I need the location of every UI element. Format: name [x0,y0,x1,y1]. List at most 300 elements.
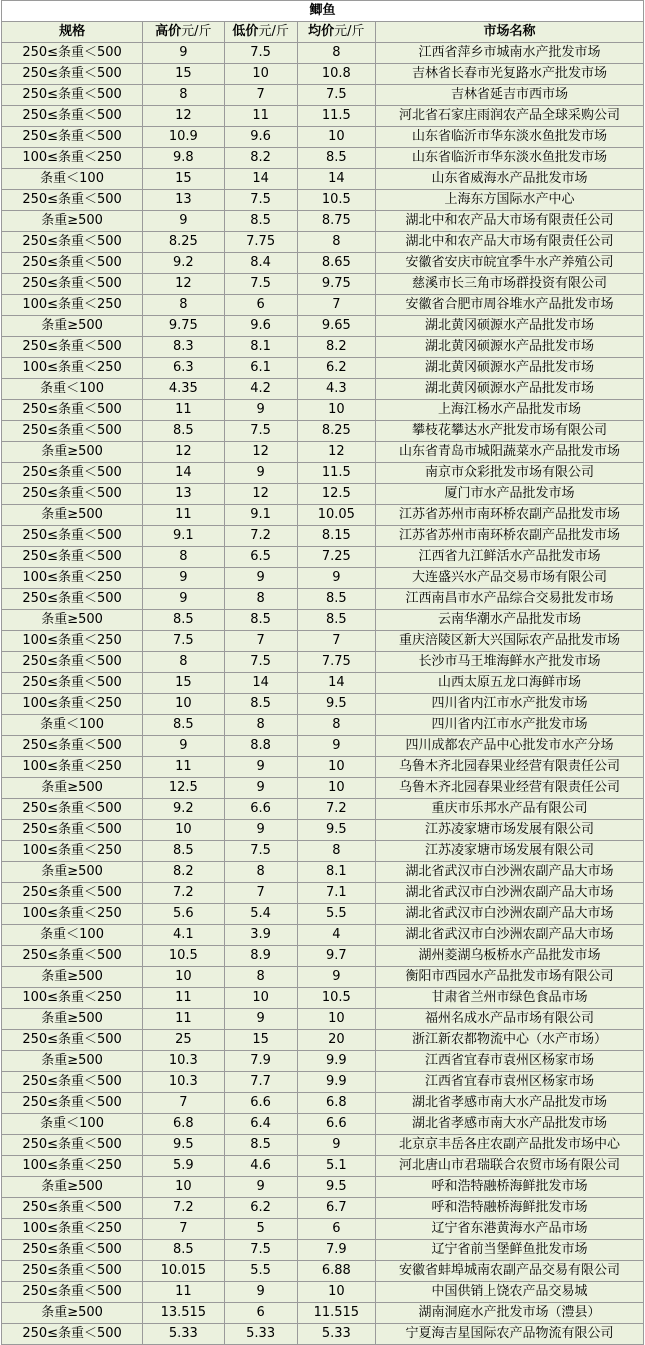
cell-market: 江苏省苏州市南环桥农副产品批发市场 [376,505,644,526]
table-row [2,1156,644,1177]
cell-high-price: 8.5 [143,1240,224,1261]
cell-spec: 250≤条重＜500 [2,1072,143,1093]
cell-low-price: 9.1 [224,505,297,526]
cell-market: 江西省宜春市袁州区杨家市场 [376,1072,644,1093]
table-row [2,736,644,757]
cell-avg-price: 12 [297,442,375,463]
cell-spec: 100≤条重＜250 [2,841,143,862]
cell-market: 重庆市乐邦水产品有限公司 [376,799,644,820]
cell-avg-price: 6.88 [297,1261,375,1282]
table-row [2,526,644,547]
cell-low-price: 6.5 [224,547,297,568]
cell-low-price: 12 [224,484,297,505]
cell-high-price: 13 [143,190,224,211]
cell-avg-price: 8.5 [297,589,375,610]
cell-avg-price: 14 [297,673,375,694]
cell-spec: 条重≥500 [2,505,143,526]
cell-high-price: 25 [143,1030,224,1051]
cell-market: 重庆涪陵区新大兴国际农产品批发市场 [376,631,644,652]
table-row [2,337,644,358]
table-row [2,1114,644,1135]
cell-avg-price: 7.75 [297,652,375,673]
cell-avg-price: 10.5 [297,190,375,211]
table-row [2,799,644,820]
cell-low-price: 9 [224,1009,297,1030]
cell-market: 安徽省合肥市周谷堆水产品批发市场 [376,295,644,316]
table-row [2,1240,644,1261]
cell-market: 吉林省延吉市西市场 [376,85,644,106]
cell-spec: 100≤条重＜250 [2,694,143,715]
cell-avg-price: 14 [297,169,375,190]
cell-high-price: 10 [143,694,224,715]
cell-spec: 250≤条重＜500 [2,1198,143,1219]
cell-avg-price: 5.33 [297,1324,375,1345]
price-table [1,0,644,1345]
cell-high-price: 9.1 [143,526,224,547]
cell-low-price: 10 [224,64,297,85]
cell-market: 湖北黄冈硕源水产品批发市场 [376,316,644,337]
table-row [2,316,644,337]
table-row [2,274,644,295]
cell-avg-price: 9.5 [297,820,375,841]
cell-avg-price: 4.3 [297,379,375,400]
cell-high-price: 10.3 [143,1051,224,1072]
table-row [2,925,644,946]
cell-spec: 250≤条重＜500 [2,127,143,148]
cell-high-price: 14 [143,463,224,484]
table-row [2,232,644,253]
cell-high-price: 15 [143,169,224,190]
cell-avg-price: 8.15 [297,526,375,547]
cell-market: 湖北中和农产品大市场有限责任公司 [376,232,644,253]
cell-market: 辽宁省东港黄海水产品市场 [376,1219,644,1240]
cell-market: 湖北省武汉市白沙洲农副产品大市场 [376,925,644,946]
cell-spec: 250≤条重＜500 [2,547,143,568]
col-header-low-unit: 元/斤 [258,24,289,39]
cell-high-price: 8.5 [143,610,224,631]
cell-high-price: 9.2 [143,253,224,274]
cell-avg-price: 8.65 [297,253,375,274]
title-row [2,1,644,22]
cell-high-price: 7 [143,1093,224,1114]
table-row [2,568,644,589]
cell-low-price: 8.1 [224,337,297,358]
cell-avg-price: 6.6 [297,1114,375,1135]
cell-high-price: 12 [143,442,224,463]
cell-low-price: 7.5 [224,841,297,862]
cell-low-price: 10 [224,988,297,1009]
cell-high-price: 7.2 [143,1198,224,1219]
cell-market: 四川省内江市水产批发市场 [376,715,644,736]
cell-avg-price: 9 [297,967,375,988]
table-body [2,43,644,1345]
cell-avg-price: 9 [297,736,375,757]
cell-market: 江苏凌家塘市场发展有限公司 [376,841,644,862]
cell-high-price: 10.3 [143,1072,224,1093]
cell-low-price: 3.9 [224,925,297,946]
col-header-avg-unit: 元/斤 [334,24,365,39]
cell-spec: 250≤条重＜500 [2,652,143,673]
cell-spec: 250≤条重＜500 [2,484,143,505]
table-row [2,1072,644,1093]
table-row [2,1282,644,1303]
cell-low-price: 12 [224,442,297,463]
cell-low-price: 7.5 [224,274,297,295]
table-row [2,1030,644,1051]
cell-high-price: 9 [143,211,224,232]
cell-low-price: 8.5 [224,1135,297,1156]
cell-low-price: 7.2 [224,526,297,547]
cell-avg-price: 8.5 [297,610,375,631]
cell-market: 江西省宜春市袁州区杨家市场 [376,1051,644,1072]
cell-avg-price: 5.1 [297,1156,375,1177]
cell-low-price: 8.5 [224,211,297,232]
cell-high-price: 9.2 [143,799,224,820]
cell-market: 浙江新农都物流中心（水产市场） [376,1030,644,1051]
cell-market: 湖北中和农产品大市场有限责任公司 [376,211,644,232]
cell-low-price: 7.5 [224,190,297,211]
cell-market: 呼和浩特融桥海鲜批发市场 [376,1177,644,1198]
cell-high-price: 8 [143,295,224,316]
cell-avg-price: 11.515 [297,1303,375,1324]
table-row [2,946,644,967]
cell-avg-price: 7.25 [297,547,375,568]
cell-spec: 100≤条重＜250 [2,148,143,169]
cell-low-price: 8 [224,715,297,736]
table-row [2,442,644,463]
cell-spec: 100≤条重＜250 [2,568,143,589]
cell-spec: 100≤条重＜250 [2,904,143,925]
cell-high-price: 6.3 [143,358,224,379]
cell-market: 湖北省武汉市白沙洲农副产品大市场 [376,904,644,925]
cell-avg-price: 8 [297,43,375,64]
table-row [2,1261,644,1282]
table-row [2,211,644,232]
cell-avg-price: 6 [297,1219,375,1240]
cell-avg-price: 20 [297,1030,375,1051]
cell-spec: 250≤条重＜500 [2,421,143,442]
cell-low-price: 14 [224,673,297,694]
table-row [2,253,644,274]
table-row [2,1198,644,1219]
cell-low-price: 6 [224,1303,297,1324]
cell-low-price: 5.4 [224,904,297,925]
cell-spec: 250≤条重＜500 [2,946,143,967]
cell-low-price: 7 [224,85,297,106]
col-header-low [224,22,297,43]
cell-high-price: 7 [143,1219,224,1240]
cell-high-price: 11 [143,988,224,1009]
cell-low-price: 9 [224,463,297,484]
cell-spec: 条重≥500 [2,1177,143,1198]
cell-spec: 250≤条重＜500 [2,232,143,253]
cell-spec: 条重≥500 [2,1051,143,1072]
cell-avg-price: 8.25 [297,421,375,442]
cell-avg-price: 6.2 [297,358,375,379]
cell-avg-price: 10 [297,757,375,778]
cell-avg-price: 6.7 [297,1198,375,1219]
cell-spec: 条重＜100 [2,379,143,400]
cell-high-price: 9 [143,43,224,64]
cell-avg-price: 4 [297,925,375,946]
cell-avg-price: 9.7 [297,946,375,967]
table-row [2,757,644,778]
cell-market: 山东省临沂市华东淡水鱼批发市场 [376,148,644,169]
cell-spec: 250≤条重＜500 [2,463,143,484]
cell-spec: 条重≥500 [2,442,143,463]
table-row [2,1324,644,1345]
cell-low-price: 7.75 [224,232,297,253]
cell-spec: 250≤条重＜500 [2,1282,143,1303]
cell-spec: 250≤条重＜500 [2,526,143,547]
table-row [2,694,644,715]
cell-low-price: 8.9 [224,946,297,967]
cell-avg-price: 11.5 [297,106,375,127]
cell-high-price: 6.8 [143,1114,224,1135]
cell-high-price: 8 [143,547,224,568]
cell-avg-price: 7 [297,631,375,652]
cell-low-price: 9 [224,1177,297,1198]
cell-high-price: 8.3 [143,337,224,358]
cell-market: 衡阳市西园水产品批发市场有限公司 [376,967,644,988]
cell-avg-price: 6.8 [297,1093,375,1114]
cell-high-price: 12 [143,106,224,127]
header-row [2,22,644,43]
cell-high-price: 11 [143,757,224,778]
cell-avg-price: 10 [297,1009,375,1030]
cell-avg-price: 9 [297,1135,375,1156]
col-header-market: 市场名称 [376,22,644,43]
table-row [2,988,644,1009]
table-row [2,1093,644,1114]
cell-low-price: 9.6 [224,316,297,337]
table-row [2,400,644,421]
cell-low-price: 8.5 [224,610,297,631]
cell-spec: 250≤条重＜500 [2,337,143,358]
cell-spec: 250≤条重＜500 [2,1030,143,1051]
cell-high-price: 13 [143,484,224,505]
table-row [2,64,644,85]
cell-market: 湖北省武汉市白沙洲农副产品大市场 [376,862,644,883]
cell-spec: 条重≥500 [2,211,143,232]
cell-high-price: 9.8 [143,148,224,169]
cell-market: 江西省九江鲜活水产品批发市场 [376,547,644,568]
cell-spec: 250≤条重＜500 [2,85,143,106]
cell-high-price: 9.5 [143,1135,224,1156]
cell-high-price: 12 [143,274,224,295]
cell-avg-price: 9.75 [297,274,375,295]
cell-spec: 250≤条重＜500 [2,253,143,274]
table-row [2,631,644,652]
cell-market: 辽宁省前当堡鲜鱼批发市场 [376,1240,644,1261]
cell-market: 山东省青岛市城阳蔬菜水产品批发市场 [376,442,644,463]
cell-spec: 100≤条重＜250 [2,1156,143,1177]
cell-avg-price: 9.9 [297,1072,375,1093]
cell-spec: 250≤条重＜500 [2,820,143,841]
cell-spec: 100≤条重＜250 [2,358,143,379]
table-row [2,673,644,694]
cell-low-price: 7.5 [224,421,297,442]
cell-spec: 250≤条重＜500 [2,400,143,421]
cell-low-price: 7 [224,883,297,904]
table-row [2,85,644,106]
cell-market: 攀枝花攀达水产批发市场有限公司 [376,421,644,442]
table-row [2,484,644,505]
cell-market: 乌鲁木齐北园春果业经营有限责任公司 [376,757,644,778]
col-header-high-unit: 元/斤 [181,24,212,39]
cell-avg-price: 9.5 [297,1177,375,1198]
cell-avg-price: 12.5 [297,484,375,505]
cell-market: 江苏凌家塘市场发展有限公司 [376,820,644,841]
table-row [2,883,644,904]
cell-spec: 条重≥500 [2,778,143,799]
cell-spec: 250≤条重＜500 [2,1135,143,1156]
cell-market: 乌鲁木齐北园春果业经营有限责任公司 [376,778,644,799]
cell-spec: 250≤条重＜500 [2,883,143,904]
table-row [2,841,644,862]
cell-spec: 条重≥500 [2,1009,143,1030]
table-row [2,421,644,442]
cell-high-price: 10.5 [143,946,224,967]
cell-low-price: 6.4 [224,1114,297,1135]
cell-high-price: 11 [143,505,224,526]
cell-low-price: 5.5 [224,1261,297,1282]
cell-avg-price: 9.9 [297,1051,375,1072]
cell-high-price: 4.35 [143,379,224,400]
cell-spec: 250≤条重＜500 [2,736,143,757]
cell-avg-price: 10 [297,127,375,148]
cell-high-price: 10 [143,1177,224,1198]
cell-low-price: 6.1 [224,358,297,379]
cell-market: 湖北黄冈硕源水产品批发市场 [376,379,644,400]
table-row [2,1303,644,1324]
cell-market: 江西南昌市水产品综合交易批发市场 [376,589,644,610]
cell-high-price: 7.2 [143,883,224,904]
cell-market: 河北唐山市君瑞联合农贸市场有限公司 [376,1156,644,1177]
cell-spec: 250≤条重＜500 [2,43,143,64]
cell-low-price: 7 [224,631,297,652]
cell-market: 四川省内江市水产批发市场 [376,694,644,715]
cell-spec: 100≤条重＜250 [2,1219,143,1240]
table-row [2,43,644,64]
cell-low-price: 9 [224,778,297,799]
cell-avg-price: 8.2 [297,337,375,358]
table-title: 鲫鱼 [2,1,644,22]
cell-low-price: 5 [224,1219,297,1240]
table-row [2,1219,644,1240]
cell-high-price: 10.9 [143,127,224,148]
table-row [2,547,644,568]
cell-high-price: 8 [143,652,224,673]
cell-high-price: 8.25 [143,232,224,253]
cell-avg-price: 10.8 [297,64,375,85]
cell-market: 北京京丰岳各庄农副产品批发市场中心 [376,1135,644,1156]
cell-market: 中国供销上饶农产品交易城 [376,1282,644,1303]
cell-low-price: 6.2 [224,1198,297,1219]
col-header-high [143,22,224,43]
cell-low-price: 8.2 [224,148,297,169]
cell-market: 江西省萍乡市城南水产批发市场 [376,43,644,64]
cell-spec: 250≤条重＜500 [2,64,143,85]
table-row [2,589,644,610]
cell-avg-price: 10 [297,778,375,799]
cell-avg-price: 7.9 [297,1240,375,1261]
cell-low-price: 15 [224,1030,297,1051]
cell-low-price: 9 [224,400,297,421]
table-row [2,379,644,400]
cell-spec: 100≤条重＜250 [2,295,143,316]
cell-high-price: 10.015 [143,1261,224,1282]
table-row [2,169,644,190]
table-row [2,904,644,925]
table-row [2,463,644,484]
cell-low-price: 9 [224,568,297,589]
cell-low-price: 14 [224,169,297,190]
cell-spec: 条重≥500 [2,1303,143,1324]
cell-avg-price: 9 [297,568,375,589]
cell-avg-price: 8.75 [297,211,375,232]
cell-spec: 条重＜100 [2,715,143,736]
cell-low-price: 8.5 [224,694,297,715]
cell-low-price: 7.7 [224,1072,297,1093]
cell-market: 四川成都农产品中心批发市水产分场 [376,736,644,757]
cell-avg-price: 8.5 [297,148,375,169]
cell-avg-price: 7.1 [297,883,375,904]
cell-high-price: 10 [143,967,224,988]
table-row [2,295,644,316]
table-row [2,190,644,211]
cell-high-price: 8.5 [143,715,224,736]
cell-low-price: 6.6 [224,799,297,820]
cell-spec: 250≤条重＜500 [2,190,143,211]
col-header-spec: 规格 [2,22,143,43]
cell-high-price: 8.5 [143,841,224,862]
cell-market: 安徽省安庆市皖宜季牛水产养殖公司 [376,253,644,274]
cell-market: 湖南洞庭水产批发市场（澧县） [376,1303,644,1324]
cell-spec: 条重＜100 [2,169,143,190]
table-row [2,778,644,799]
cell-spec: 条重≥500 [2,610,143,631]
cell-high-price: 10 [143,820,224,841]
cell-high-price: 11 [143,1282,224,1303]
cell-low-price: 7.9 [224,1051,297,1072]
cell-high-price: 12.5 [143,778,224,799]
cell-low-price: 8.4 [224,253,297,274]
cell-low-price: 4.6 [224,1156,297,1177]
cell-high-price: 5.6 [143,904,224,925]
col-header-low-label: 低价 [232,24,259,39]
table-row [2,652,644,673]
col-header-avg-label: 均价 [308,24,335,39]
cell-high-price: 5.33 [143,1324,224,1345]
cell-spec: 条重＜100 [2,925,143,946]
cell-low-price: 9 [224,757,297,778]
table-row [2,820,644,841]
col-header-avg [297,22,375,43]
table-row [2,1009,644,1030]
col-header-high-label: 高价 [155,24,182,39]
cell-low-price: 4.2 [224,379,297,400]
cell-market: 湖北黄冈硕源水产品批发市场 [376,337,644,358]
table-row [2,1051,644,1072]
table-row [2,1135,644,1156]
cell-low-price: 7.5 [224,652,297,673]
cell-market: 山东省临沂市华东淡水鱼批发市场 [376,127,644,148]
cell-avg-price: 11.5 [297,463,375,484]
cell-avg-price: 7.5 [297,85,375,106]
cell-market: 湖北省孝感市南大水产品批发市场 [376,1114,644,1135]
cell-spec: 100≤条重＜250 [2,988,143,1009]
